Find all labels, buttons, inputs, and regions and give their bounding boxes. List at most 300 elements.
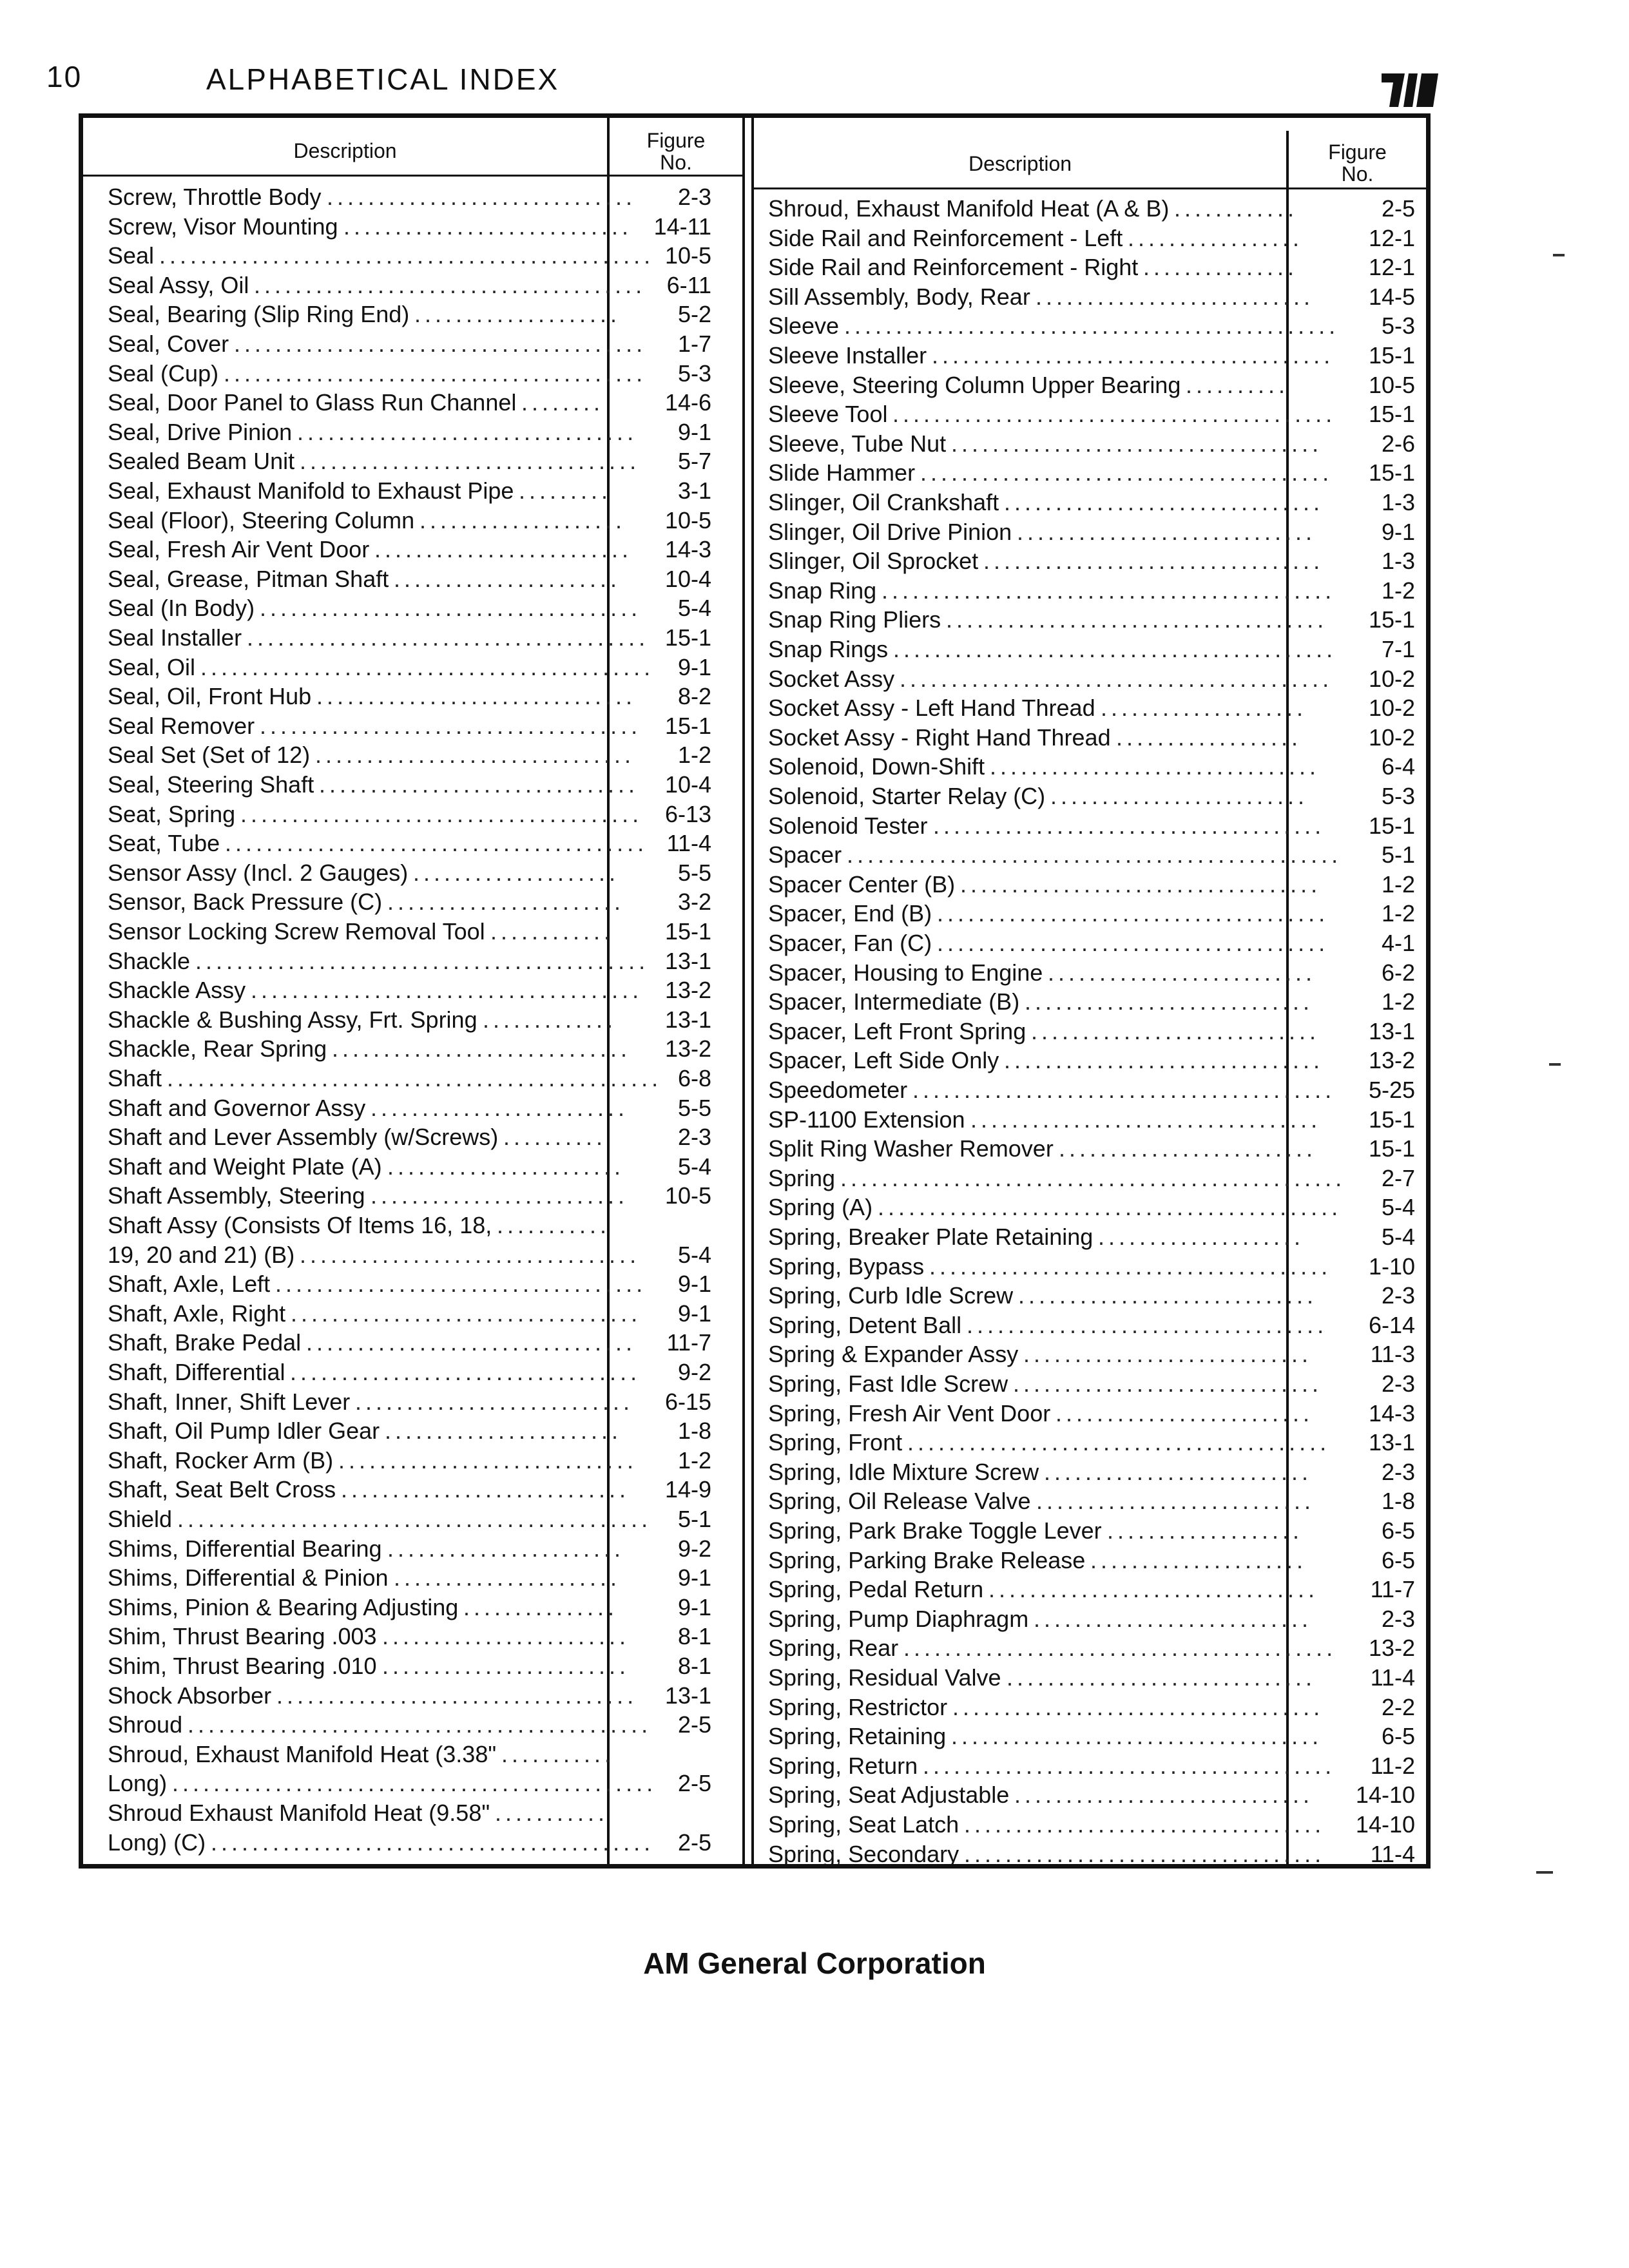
index-row (754, 840, 1426, 869)
index-figure-number: 15-1 (1368, 342, 1415, 369)
index-row (754, 1722, 1426, 1751)
index-figure-number: 14-3 (664, 536, 711, 563)
index-row (83, 1122, 742, 1151)
index-figure-number: 15-1 (664, 624, 711, 651)
dot-leader: .......................................... (903, 1635, 1337, 1662)
dot-leader: ............................... (315, 742, 635, 769)
index-description: Seal Installer (108, 624, 242, 651)
index-figure-number: 2-6 (1381, 430, 1415, 457)
index-figure-number: 2-5 (677, 1711, 711, 1738)
index-description: Seal Assy, Oil (108, 271, 249, 298)
index-row (83, 1740, 742, 1769)
index-description: Shackle, Rear Spring (108, 1035, 327, 1062)
index-row (754, 1193, 1426, 1222)
index-description: Seal, Bearing (Slip Ring End) (108, 301, 410, 328)
index-description: Shaft Assy (Consists Of Items 16, 18, (108, 1212, 492, 1238)
index-description: Sensor Assy (Incl. 2 Gauges) (108, 859, 409, 886)
index-figure-number: 6-5 (1381, 1546, 1415, 1573)
dot-leader: ........................................ (234, 331, 647, 357)
index-row (83, 476, 742, 505)
dot-leader: ......................... (1055, 1399, 1314, 1427)
index-figure-number: 11-3 (1370, 1341, 1415, 1368)
index-description: Shaft, Brake Pedal (108, 1329, 302, 1356)
index-row (754, 224, 1426, 253)
dot-leader: ........................................... (893, 636, 1337, 662)
index-figure-number: 4-1 (1381, 930, 1415, 956)
index-row (754, 1810, 1426, 1839)
dot-leader: ............................... (316, 683, 637, 710)
dot-leader: ............................................. (878, 1194, 1342, 1221)
dot-leader: ................................................ (844, 312, 1340, 340)
index-figure-number: 1-2 (1381, 577, 1415, 604)
index-row (754, 1604, 1426, 1633)
page-number: 10 (46, 60, 82, 93)
index-description: Spring, Return (768, 1752, 918, 1779)
index-description: Seal, Door Panel to Glass Run Channel (108, 389, 517, 416)
index-row (754, 1457, 1426, 1486)
index-description: Spring, Restrictor (768, 1693, 948, 1720)
index-row (83, 564, 742, 593)
index-description: Shackle Assy (108, 977, 246, 1004)
index-description: Spring, Seat Latch (768, 1811, 959, 1838)
index-description: Sealed Beam Unit (108, 448, 295, 475)
index-figure-number: 14-10 (1355, 1811, 1415, 1838)
dot-leader: ....................... (387, 1535, 625, 1562)
index-figure-number: 8-1 (677, 1623, 711, 1650)
index-description: Spacer, Housing to Engine (768, 959, 1043, 986)
index-row (83, 329, 742, 358)
index-row (83, 271, 742, 300)
index-table (79, 113, 1431, 1869)
index-row (83, 1710, 742, 1739)
dot-leader: ............... (1143, 254, 1298, 281)
index-figure-number: 14-5 (1368, 283, 1415, 310)
index-figure-number: 15-1 (1368, 812, 1415, 839)
dot-leader: ............................ (343, 213, 633, 240)
dot-leader: ....................... (385, 1418, 622, 1445)
index-figure-number: 15-1 (1368, 459, 1415, 486)
index-row (754, 1105, 1426, 1134)
dot-leader: ................................... (276, 1682, 638, 1709)
index-description: Shaft, Differential (108, 1359, 285, 1385)
dot-leader: ...................................... (937, 930, 1329, 956)
index-figure-number: 2-3 (1381, 1458, 1415, 1485)
dot-leader: ........................................ (920, 459, 1333, 486)
dot-leader: ............................... (319, 771, 639, 798)
index-figure-number: 9-1 (677, 1564, 711, 1591)
index-figure-number: 5-7 (677, 448, 711, 475)
dot-leader: ............................. (332, 1035, 631, 1062)
dot-leader: ................................. (300, 448, 641, 475)
index-description: Speedometer (768, 1077, 908, 1103)
index-figure-number: 1-2 (1381, 988, 1415, 1015)
index-description: Spring, Residual Valve (768, 1664, 1001, 1691)
index-description: Spring, Rear (768, 1635, 899, 1662)
index-row (754, 1663, 1426, 1692)
index-figure-number: 6-15 (664, 1388, 711, 1415)
index-figure-number: 3-1 (677, 477, 711, 504)
dot-leader: ................................. (983, 548, 1324, 575)
index-row (754, 1252, 1426, 1281)
index-row (754, 1222, 1426, 1251)
index-row (83, 770, 742, 799)
index-figure-number: 10-2 (1368, 665, 1415, 692)
index-figure-number: 13-1 (1368, 1429, 1415, 1456)
index-figure-number: 2-3 (677, 184, 711, 210)
index-row (83, 447, 742, 476)
index-figure-number: 9-1 (677, 1593, 711, 1620)
index-figure-number: 15-1 (664, 712, 711, 739)
index-description: Side Rail and Reinforcement - Right (768, 254, 1139, 281)
index-figure-number: 15-1 (1368, 1135, 1415, 1162)
index-figure-number: 1-3 (1381, 489, 1415, 515)
index-row (83, 1798, 742, 1827)
index-description: Seal (Floor), Steering Column (108, 506, 415, 533)
index-row (83, 1475, 742, 1504)
index-figure-number: 6-11 (666, 271, 711, 298)
index-description: Spring, Curb Idle Screw (768, 1282, 1014, 1309)
index-row (83, 800, 742, 829)
index-row (83, 593, 742, 622)
index-row (83, 1387, 742, 1416)
index-row (754, 782, 1426, 811)
dot-leader: ................. (1128, 224, 1304, 251)
index-description: Split Ring Washer Remover (768, 1135, 1054, 1162)
index-figure-number: 8-2 (677, 683, 711, 710)
index-row (83, 212, 742, 241)
index-description: Shims, Differential Bearing (108, 1535, 382, 1562)
index-figure-number: 9-2 (677, 1535, 711, 1562)
index-row (754, 1017, 1426, 1046)
index-row (83, 711, 742, 740)
index-figure-number: 13-2 (1368, 1047, 1415, 1074)
index-description: Seal, Oil, Front Hub (108, 683, 312, 710)
index-row (83, 682, 742, 711)
index-row (83, 1152, 742, 1181)
index-figure-number: 15-1 (1368, 401, 1415, 428)
dot-leader: ........................... (1036, 1488, 1315, 1515)
index-figure-number: 2-7 (1381, 1164, 1415, 1191)
index-figure-number: 9-1 (677, 1300, 711, 1327)
index-row (83, 1593, 742, 1622)
index-figure-number: 1-3 (1381, 548, 1415, 575)
left-figure-header: Figure No. (646, 129, 706, 174)
index-description: Spacer Center (B) (768, 870, 956, 898)
index-row (754, 341, 1426, 370)
dot-leader: ............................................ (200, 653, 655, 680)
index-row (83, 1769, 742, 1798)
index-description: Shim, Thrust Bearing .010 (108, 1653, 377, 1679)
index-description: Shaft, Oil Pump Idler Gear (108, 1418, 380, 1445)
dot-leader: .................... (1101, 695, 1307, 722)
index-description: Shims, Differential & Pinion (108, 1564, 389, 1591)
index-figure-number: 2-3 (1381, 1605, 1415, 1632)
dot-leader: ................................... (964, 1811, 1325, 1838)
index-row (83, 1358, 742, 1387)
index-figure-number: 1-8 (677, 1418, 711, 1445)
index-row (754, 1369, 1426, 1398)
dot-leader: ........................................... (211, 1829, 655, 1856)
index-row (754, 1281, 1426, 1310)
index-figure-number: 10-5 (664, 1182, 711, 1209)
index-figure-number: 5-3 (1381, 783, 1415, 809)
index-figure-number: 1-2 (1381, 870, 1415, 898)
index-description: Screw, Throttle Body (108, 184, 322, 210)
index-description: Spring, Parking Brake Release (768, 1546, 1086, 1573)
dot-leader: ..................... (1090, 1546, 1307, 1573)
dot-leader: .................... (413, 859, 620, 886)
right-description-header: Description (968, 152, 1072, 175)
dot-leader: ......... (519, 477, 612, 504)
index-figure-number: 13-2 (664, 1035, 711, 1062)
dot-leader: ........................ (382, 1623, 630, 1650)
dot-leader: ............ (1174, 195, 1298, 222)
index-description: Spring, Detent Ball (768, 1311, 962, 1338)
index-figure-number: 12-1 (1368, 224, 1415, 251)
index-row (754, 370, 1426, 399)
dot-leader: .................... (419, 506, 626, 533)
index-row (754, 458, 1426, 487)
index-figure-number: 13-2 (1368, 1635, 1415, 1662)
index-row (754, 488, 1426, 517)
dot-leader: .......... (1186, 371, 1289, 398)
index-row (754, 1516, 1426, 1545)
dot-leader: ................................ (990, 753, 1320, 780)
index-description: Shims, Pinion & Bearing Adjusting (108, 1593, 459, 1620)
index-row (83, 1828, 742, 1857)
index-row (83, 1211, 742, 1240)
dot-leader: ...................... (394, 1564, 621, 1591)
dot-leader: ........................... (1034, 1605, 1313, 1632)
dot-leader: ........ (521, 389, 604, 416)
index-figure-number: 10-5 (1368, 371, 1415, 398)
index-description: Spring, Seat Adjustable (768, 1782, 1010, 1809)
index-figure-number: 5-4 (1381, 1224, 1415, 1250)
index-description: Slinger, Oil Crankshaft (768, 489, 999, 515)
index-figure-number: 9-1 (677, 653, 711, 680)
index-description: Sleeve Installer (768, 342, 927, 369)
index-description: Shroud (108, 1711, 183, 1738)
index-row (754, 194, 1426, 223)
index-description: Spring (768, 1164, 836, 1191)
dot-leader: ...................................... (937, 900, 1329, 927)
dot-leader: ........... (495, 1800, 609, 1826)
dot-leader: ........................ (382, 1653, 630, 1679)
dot-leader: ................................... (964, 1840, 1325, 1867)
index-row (83, 947, 742, 975)
index-description: Spring, Pump Diaphragm (768, 1605, 1029, 1632)
dot-leader: ............................................... (172, 1770, 657, 1797)
dot-leader: ...................... (394, 565, 621, 592)
dot-leader: ................................. (300, 1241, 641, 1268)
index-row (754, 282, 1426, 311)
dot-leader: ......................... (374, 536, 633, 563)
index-row (83, 1064, 742, 1093)
dot-leader: .................................. (291, 1300, 642, 1327)
index-row (754, 899, 1426, 928)
dot-leader: .......... (503, 1124, 607, 1151)
dot-leader: ............................. (338, 1446, 638, 1474)
dot-leader: ....................................... (932, 342, 1335, 369)
dot-leader: ......................................... (224, 360, 647, 387)
dot-leader: ............................................ (882, 577, 1336, 604)
index-figure-number: 5-2 (677, 301, 711, 328)
index-description: Socket Assy (768, 665, 895, 692)
index-figure-number: 2-5 (1381, 195, 1415, 222)
index-figure-number: 8-1 (677, 1653, 711, 1679)
index-row (83, 1093, 742, 1122)
index-description: Socket Assy - Right Hand Thread (768, 724, 1111, 751)
index-figure-number: 2-3 (1381, 1370, 1415, 1397)
index-description: Spring, Oil Release Valve (768, 1488, 1031, 1515)
index-figure-number: 1-2 (1381, 900, 1415, 927)
index-row (83, 740, 742, 769)
dot-leader: ................................................ (159, 242, 655, 269)
index-figure-number: 10-2 (1368, 695, 1415, 722)
footer-company: AM General Corporation (643, 1946, 986, 1980)
dot-leader: ................... (1107, 1517, 1304, 1544)
index-figure-number: 11-4 (1370, 1840, 1415, 1867)
index-row (754, 635, 1426, 664)
dot-leader: .......................... (1044, 1458, 1313, 1485)
index-description: Shaft, Axle, Right (108, 1300, 286, 1327)
index-description: Slinger, Oil Sprocket (768, 548, 979, 575)
index-description: Seal (108, 242, 155, 269)
index-figure-number: 10-5 (664, 242, 711, 269)
dot-leader: .......................................... (900, 665, 1333, 692)
left-description-header: Description (293, 139, 397, 162)
index-figure-number: 1-10 (1368, 1253, 1415, 1280)
index-figure-number: 9-1 (677, 418, 711, 445)
dot-leader: ...................................... (933, 812, 1325, 839)
index-description: Spacer (768, 841, 842, 869)
index-description: Spring (A) (768, 1194, 873, 1221)
index-description: Shaft, Rocker Arm (B) (108, 1446, 334, 1474)
dot-leader: ....................................... (240, 800, 643, 827)
index-description: Sensor, Back Pressure (C) (108, 889, 383, 916)
dot-leader: ......................... (1059, 1135, 1317, 1162)
index-figure-number: 6-5 (1381, 1517, 1415, 1544)
dot-leader: ............................. (1017, 518, 1316, 545)
dot-leader: ........... (497, 1212, 611, 1238)
index-figure-number: 7-1 (1381, 636, 1415, 662)
index-description: Solenoid, Starter Relay (C) (768, 783, 1046, 809)
index-figure-number: 10-4 (664, 771, 711, 798)
index-description: Slinger, Oil Drive Pinion (768, 518, 1012, 545)
dot-leader: ........... (501, 1740, 615, 1767)
index-description: Spacer, Left Front Spring (768, 1017, 1027, 1044)
dot-leader: .............................. (1007, 1664, 1316, 1691)
index-description: Shroud, Exhaust Manifold Heat (A & B) (768, 195, 1170, 222)
index-description: Shaft, Axle, Left (108, 1271, 271, 1298)
page-title: ALPHABETICAL INDEX (206, 62, 560, 96)
index-row (754, 1164, 1426, 1193)
index-row (754, 1134, 1426, 1163)
dot-leader: ............................................. (188, 1711, 652, 1738)
dot-leader: ..................................... (260, 712, 642, 739)
index-row (83, 917, 742, 946)
index-figure-number: 15-1 (1368, 606, 1415, 633)
index-description: Spring, Breaker Plate Retaining (768, 1224, 1094, 1250)
index-row (754, 1693, 1426, 1722)
index-description: 19, 20 and 21) (B) (108, 1241, 295, 1268)
index-figure-number: 15-1 (1368, 1106, 1415, 1133)
index-row (754, 517, 1426, 546)
dot-leader: ............................... (1004, 1047, 1324, 1074)
index-description: Spacer, Fan (C) (768, 930, 932, 956)
index-description: Shaft (108, 1065, 162, 1091)
index-description: Sleeve, Steering Column Upper Bearing (768, 371, 1181, 398)
dot-leader: ....................... (387, 889, 625, 916)
index-row (83, 1005, 742, 1034)
index-row (83, 359, 742, 388)
index-row (754, 1486, 1426, 1515)
index-description: Shock Absorber (108, 1682, 272, 1709)
index-figure-number: 13-1 (1368, 1017, 1415, 1044)
index-description: Seal (In Body) (108, 595, 255, 622)
index-row (83, 1622, 742, 1651)
index-row (754, 958, 1426, 987)
index-row (754, 693, 1426, 722)
index-description: Spring, Idle Mixture Screw (768, 1458, 1039, 1485)
index-figure-number: 1-8 (1381, 1488, 1415, 1515)
index-description: Sensor Locking Screw Removal Tool (108, 918, 485, 945)
index-figure-number: 9-2 (677, 1359, 711, 1385)
index-description: Seal, Drive Pinion (108, 418, 293, 445)
index-row (754, 1399, 1426, 1428)
index-figure-number: 6-8 (677, 1065, 711, 1091)
index-figure-number: 1-2 (677, 742, 711, 769)
index-figure-number: 10-4 (664, 565, 711, 592)
index-description: Solenoid Tester (768, 812, 928, 839)
index-figure-number: 11-4 (1370, 1664, 1415, 1691)
index-row (754, 1751, 1426, 1780)
margin-mark (1536, 1871, 1553, 1874)
index-figure-number: 1-2 (677, 1446, 711, 1474)
index-row (754, 1428, 1426, 1457)
index-description: Seal, Grease, Pitman Shaft (108, 565, 389, 592)
index-row (83, 1563, 742, 1592)
dot-leader: ............................... (1004, 489, 1324, 515)
index-row (83, 1651, 742, 1680)
index-row (754, 311, 1426, 340)
dot-leader: ............................ (341, 1476, 630, 1503)
index-row (83, 1328, 742, 1357)
index-figure-number: 5-4 (677, 595, 711, 622)
index-row (83, 300, 742, 329)
dot-leader: .................................. (970, 1106, 1322, 1133)
index-row (754, 1546, 1426, 1575)
index-description: Spacer, Intermediate (B) (768, 988, 1020, 1015)
index-description: Side Rail and Reinforcement - Left (768, 224, 1123, 251)
index-row (83, 1240, 742, 1269)
dot-leader: ......................... (1050, 783, 1309, 809)
index-description: Seal, Oil (108, 653, 196, 680)
dot-leader: .................... (1098, 1224, 1305, 1250)
index-description: Slide Hammer (768, 459, 916, 486)
margin-mark (1553, 254, 1565, 256)
index-description: SP-1100 Extension (768, 1106, 965, 1133)
index-figure-number: 10-5 (664, 506, 711, 533)
dot-leader: .............................................. (177, 1506, 652, 1532)
index-row (83, 829, 742, 858)
index-figure-number: 13-1 (664, 1682, 711, 1709)
index-description: Seal, Exhaust Manifold to Exhaust Pipe (108, 477, 514, 504)
index-figure-number: 1-7 (677, 331, 711, 357)
dot-leader: ............................ (1031, 1017, 1320, 1044)
index-description: Spring, Pedal Return (768, 1576, 984, 1603)
index-description: Shim, Thrust Bearing .003 (108, 1623, 377, 1650)
